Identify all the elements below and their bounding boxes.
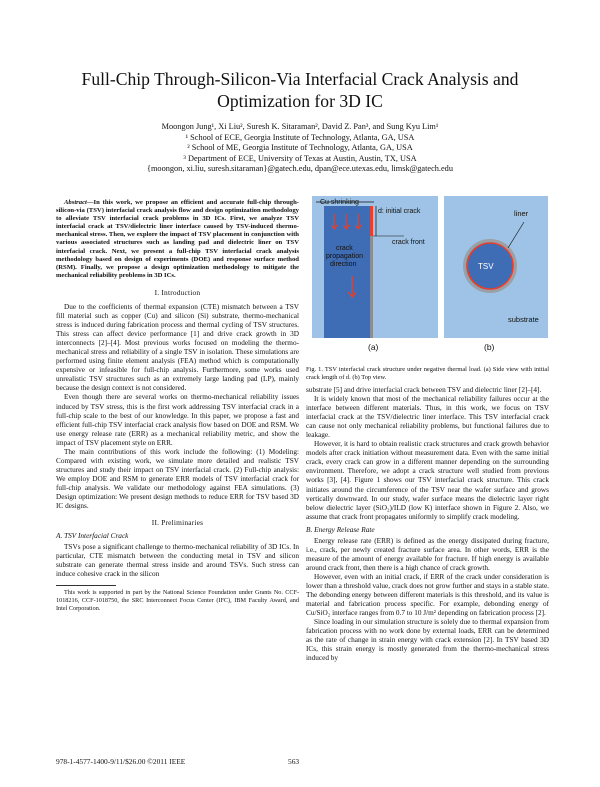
affiliation-3: ³ Department of ECE, University of Texas at Austin, Austin, TX, USA — [183, 153, 417, 163]
author-names: Moongon Jung¹, Xi Liu², Suresh K. Sitaraman², David Z. Pan³, and Sung Kyu Lim¹ — [161, 122, 439, 131]
title-line-1: Full-Chip Through-Silicon-Via Interfacial Crack Analysis and — [81, 69, 519, 89]
err-paragraph-3: Since loading in our simulation structure is solely due to thermal expansion from fabrication process with no work done by external loads, ERR can be determined as the rate of change in strain energy with crack extension [2]. In TSV based 3D ICs, this strain energy is mostly generated from the thermo-mechanical stress induced by — [306, 618, 549, 663]
author-emails: {moongon, xi.liu, suresh.sitaraman}@gatech.edu, dpan@ece.utexas.edu, limsk@gatech.edu — [147, 164, 453, 174]
label-panel-b: (b) — [484, 342, 495, 352]
footnote-rule — [56, 585, 116, 586]
section-heading-introduction: I. Introduction — [154, 287, 201, 297]
abstract — [56, 199, 299, 280]
affiliation-1: ¹ School of ECE, Georgia Institute of Technology, Atlanta, GA, USA — [185, 132, 415, 142]
label-crack: crack — [336, 245, 353, 252]
right-paragraph-3: However, it is hard to obtain realistic crack structures and crack growth behavior models after crack initiation without measurement data. Even with the same initial crack, every crack can grow in a different manner depending on the surrounding environment. Therefore, we adopt a crack structure well studied from previous works [3], [4]. Figure 1 shows our TSV interfacial crack structure. This crack initiates around the circumference of the TSV near the wafer surface and grows vertically downward. In our study, wafer surface means the dielectric layer right below dielectric layer (SiO₂)/ILD (low K) interface shown in Figure 2. Also, we assume that crack front propagates uniformly to simplify crack modeling. — [306, 440, 549, 521]
label-tsv: TSV — [478, 262, 494, 271]
label-liner: liner — [514, 209, 529, 218]
affiliation-2: ² School of ME, Georgia Institute of Technology, Atlanta, GA, USA — [187, 143, 413, 153]
title-line-2: Optimization for 3D IC — [217, 91, 383, 111]
label-cu-shrinking: Cu shrinking — [320, 199, 359, 206]
label-direction: direction — [330, 261, 357, 268]
figure-1-caption: Fig. 1. TSV interfacial crack structure under negative thermal load. (a) Side view with initial crack length of d. (b) Top view. — [306, 366, 549, 381]
author-block — [40, 122, 560, 175]
section-heading-preliminaries: II. Preliminaries — [151, 518, 204, 528]
paper-title — [40, 68, 560, 112]
subsection-heading-err: B. Energy Release Rate — [306, 524, 375, 534]
label-propagation: propagation — [326, 253, 363, 260]
initial-crack-mark — [370, 206, 373, 236]
abstract-text: —In this work, we propose an efficient and accurate full-chip through-silicon-via (TSV) interfacial crack analysis flow and design optimization methodology to alleviate TSV interfacial crack problems in 3D ICs. First, we analyze TSV interfacial crack at TSV/dielectric liner interface caused by TSV-induced thermo-mechanical stress. Then, we explore the impact of TSV placement in conjunction with various associated structures such as landing pad and dielectric liner on TSV interfacial crack. Next, we present a full-chip TSV interfacial crack analysis methodology based on design of experiments (DOE) and response surface method (RSM). Finally, we propose a design optimization methodology to mitigate the mechanical reliability problems in 3D ICs. — [56, 199, 299, 279]
intro-paragraph-1: Due to the coefficients of thermal expansion (CTE) mismatch between a TSV fill material such as copper (Cu) and silicon (Si) substrate, thermo-mechanical stress is induced during fabrication process and thermal cycling of TSV structures. This stress can affect device performance [1] and drive crack growth in 3D interconnects [2]–[4]. Most previous works focused on modeling the thermo-mechanical stress and reliability of a single TSV in isolation. These simulations are performed using finite element analysis (FEA) method which is computationally expensive or infeasible for full-chip analysis. Furthermore, some works used unrealistic TSV structures such as an extremely large landing pad (LP), mainly because the design context is not considered. — [56, 302, 299, 393]
right-paragraph-continued: substrate [5] and drive interfacial crack between TSV and dielectric liner [2]–[4]. — [306, 386, 542, 394]
err-paragraph-1: Energy release rate (ERR) is defined as the energy dissipated during fracture, i.e., crack, per newly created fracture surface area. In other words, ERR is the measure of the amount of energy available for fracture. If high energy is available around crack front, then there is a high chance of crack growth. — [306, 536, 549, 572]
page-number: 563 — [288, 757, 300, 766]
label-initial-crack: d: initial crack — [378, 208, 421, 215]
abstract-label: Abstract — [64, 199, 87, 206]
right-column — [306, 386, 549, 663]
figure-1-crack-structure — [312, 196, 548, 356]
label-crack-front: crack front — [392, 239, 425, 246]
intro-paragraph-3: The main contributions of this work include the following: (1) Modeling: Compared with existing work, we simulate more detailed and realistic TSV structures and study their impact on TSV interfacial crack. (2) Full-chip analysis: We employ DOE and RSM to generate ERR models of TSV interfacial crack for full-chip analysis. We validate our methodology against FEA simulations. (3) Design optimization: We present design methods to reduce ERR for TSV based 3D IC designs. — [56, 447, 299, 511]
err-paragraph-2: However, even with an initial crack, if ERR of the crack under consideration is lower than a threshold value, crack does not grow further and stays in a stable state. The debonding energy between different materials is this threshold, and its value is material and fabrication process specific. For example, debonding energy of Cu/SiO₂ interface ranges from 0.7 to 10 J/m² depending on fabrication process [2]. — [306, 572, 549, 618]
label-substrate: substrate — [508, 315, 539, 324]
footnote: This work is supported in part by the National Science Foundation under Grants No. CCF-1018216, CCF-1018750, the SRC Interconnect Focus Center (IFC), IBM Faculty Award, and Intel Corporation. — [56, 589, 299, 612]
left-column — [56, 199, 299, 612]
intro-paragraph-2: Even though there are several works on thermo-mechanical reliability issues induced by TSV stress, this is the first work addressing TSV interfacial crack in a full-chip scale to the best of our knowledge. In this paper, we propose a fast and efficient full-chip TSV interfacial crack analysis flow based on DOE and RSM. We use energy release rate (ERR) as a mechanical reliability metric, and show the impact of TSV placement style on ERR. — [56, 393, 299, 447]
right-paragraph-2: It is widely known that most of the mechanical reliability failures occur at the interface between different materials. Thus, in this work, we focus on TSV interfacial crack at the TSV/dielectric liner interface. This TSV interfacial crack can cause not only mechanical reliability problems, but functional failures due to leakage. — [306, 395, 549, 440]
copyright-line: 978-1-4577-1400-9/11/$26.00 ©2011 IEEE — [56, 757, 186, 766]
subsection-heading-tsv-crack: A. TSV Interfacial Crack — [56, 531, 129, 541]
label-panel-a: (a) — [368, 342, 379, 352]
prelim-paragraph-1: TSVs pose a significant challenge to thermo-mechanical reliability of 3D ICs. In particular, CTE mismatch between the conducting metal in TSV and silicon substrate can generate thermal stress inside and around TSVs. Such stress can induce cohesive crack in the silicon — [56, 543, 299, 579]
